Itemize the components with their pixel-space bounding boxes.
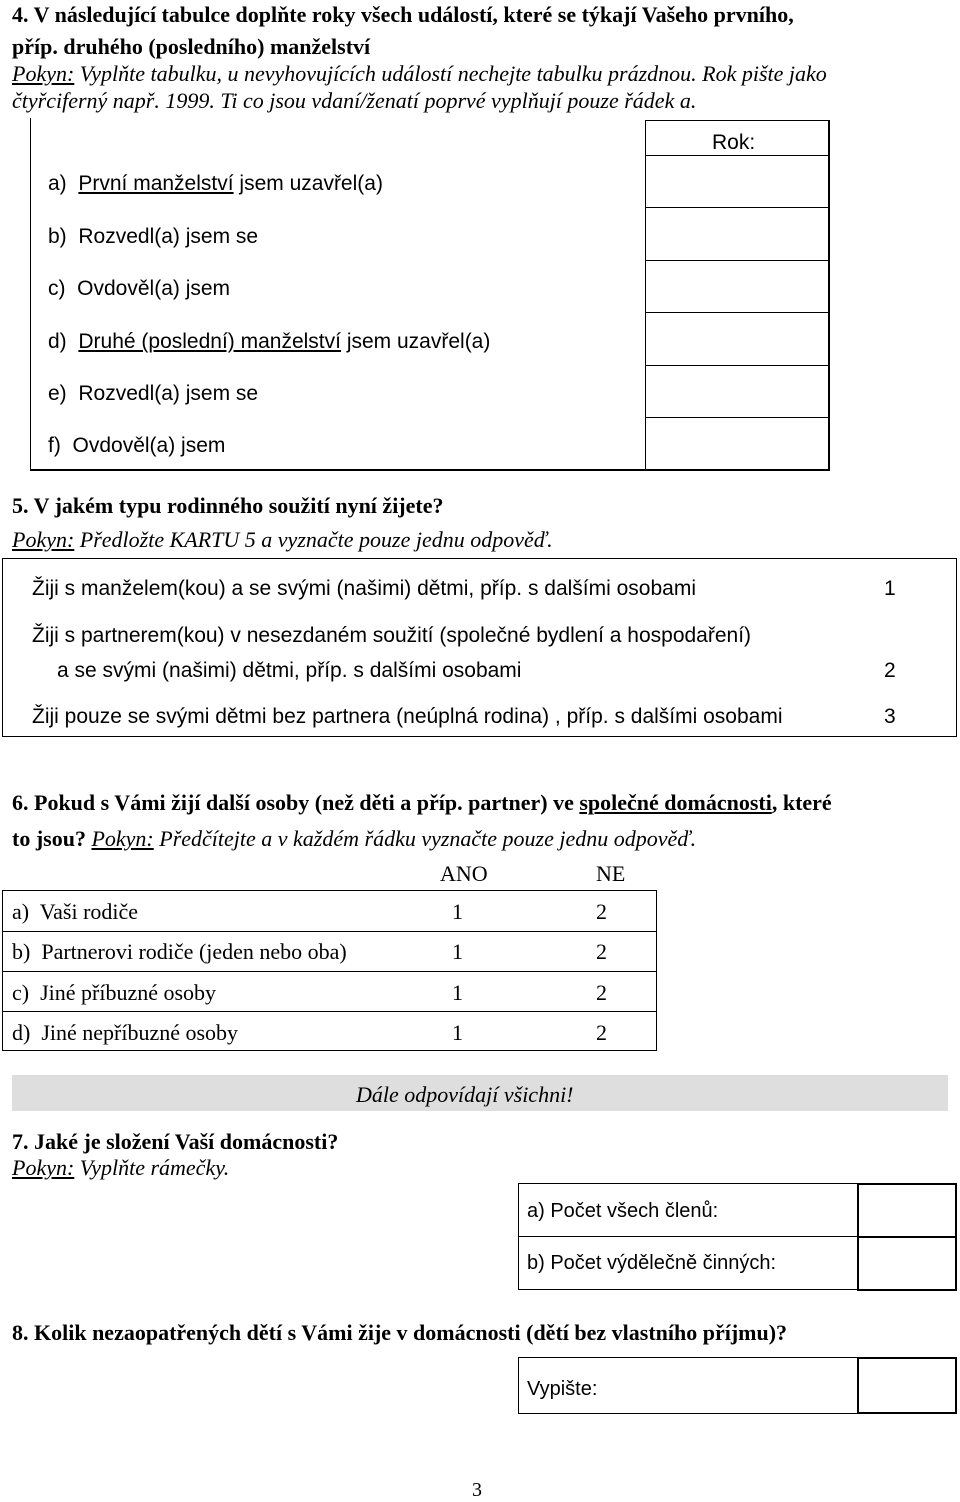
q5-title: 5. V jakém typu rodinného soužití nyní žijete? (12, 493, 444, 518)
q6-row-b-yes[interactable]: 1 (452, 939, 463, 964)
q4-row-f (48, 433, 225, 459)
q6-row-c-yes[interactable]: 1 (452, 980, 463, 1005)
q6-row-b (12, 939, 347, 965)
q6-row-letter: b) (12, 939, 31, 964)
q5-option-2-code[interactable]: 2 (884, 659, 896, 682)
q6-title-line2 (12, 826, 696, 852)
q6-row-label: Jiné nepříbuzné osoby (41, 1020, 239, 1045)
q6-row-d-no[interactable]: 2 (596, 1020, 607, 1045)
q6-row-a-yes[interactable]: 1 (452, 899, 463, 924)
q7-row-a-label: a) Počet všech členů: (527, 1200, 719, 1222)
q7-instruction-label: Pokyn: (12, 1155, 75, 1180)
q4-instruction-text: Vyplňte tabulku, u nevyhovujících událostí nechejte tabulku prázdnou. Rok pište jako (74, 61, 827, 86)
q4-year-cell-a[interactable] (646, 156, 828, 207)
q7-instruction-text: Vyplňte rámečky. (74, 1155, 230, 1180)
q6-row-letter: c) (12, 980, 30, 1005)
q4-year-cell-e[interactable] (646, 366, 828, 417)
q4-row-underlined: Druhé (poslední) manželství (78, 330, 341, 353)
q8-write-label: Vypište: (527, 1378, 598, 1400)
q5-option-2-line1[interactable]: Žiji s partnerem(kou) v nesezdaném soužití (společné bydlení a hospodaření) (32, 624, 752, 647)
banner-text: Dále odpovídají všichni! (356, 1082, 574, 1107)
q5-instruction-text: Předložte KARTU 5 a vyznačte pouze jednu odpověď. (74, 527, 553, 552)
q4-year-header: Rok: (712, 131, 756, 154)
q6-instruction-text: Předčítejte a v každém řádku vyznačte pouze jednu odpověď. (153, 826, 697, 851)
q6-instruction-label: Pokyn: (91, 826, 154, 851)
q6-title-line1 (12, 790, 832, 816)
q4-row-text: jsem uzavřel(a) (340, 330, 491, 353)
q5-instruction-label: Pokyn: (12, 527, 75, 552)
q6-title-underlined: společné domácnosti (579, 790, 772, 815)
q4-row-text: Ovdověl(a) jsem (72, 434, 226, 457)
q4-instruction-line1 (12, 61, 827, 87)
q4-instruction-line2: čtyřciferný např. 1999. Ti co jsou vdaní/ženatí poprvé vyplňují pouze řádek a. (12, 88, 697, 113)
q5-option-3[interactable]: Žiji pouze se svými dětmi bez partnera (neúplná rodina) , příp. s dalšími osobami (32, 705, 783, 728)
q6-row-letter: d) (12, 1020, 31, 1045)
q5-option-2-line2[interactable]: a se svými (našimi) dětmi, příp. s dalšími osobami (57, 659, 522, 682)
q5-instruction (12, 527, 553, 553)
q6-col-no: NE (596, 861, 626, 886)
q6-row-c (12, 980, 216, 1006)
q4-row-e (48, 381, 258, 407)
q6-title-text-end: , které (771, 790, 832, 815)
q8-title: 8. Kolik nezaopatřených dětí s Vámi žije v domácnosti (dětí bez vlastního příjmu)? (12, 1320, 788, 1345)
q5-option-1-code[interactable]: 1 (884, 577, 896, 600)
q5-option-3-code[interactable]: 3 (884, 705, 896, 728)
q4-instruction-label: Pokyn: (12, 61, 75, 86)
q4-row-letter: d) (48, 330, 67, 353)
q4-row-letter: e) (48, 382, 67, 405)
q5-option-1[interactable]: Žiji s manželem(kou) a se svými (našimi) dětmi, příp. s dalšími osobami (32, 577, 697, 600)
q4-title-line1: 4. V následující tabulce doplňte roky všech událostí, které se týkají Vašeho prvního, (12, 2, 794, 27)
q4-row-letter: b) (48, 225, 67, 248)
q6-row-d (12, 1020, 238, 1046)
q4-title-line2: příp. druhého (posledního) manželství (12, 34, 371, 59)
q4-year-cell-b[interactable] (646, 208, 828, 260)
q6-row-c-no[interactable]: 2 (596, 980, 607, 1005)
q7-row-b-label: b) Počet výdělečně činných: (527, 1252, 777, 1274)
q6-row-d-yes[interactable]: 1 (452, 1020, 463, 1045)
q7-instruction (12, 1155, 229, 1181)
q4-row-underlined: První manželství (78, 172, 234, 195)
q4-row-d (48, 329, 490, 355)
q4-year-cell-d[interactable] (646, 313, 828, 365)
q4-row-text: Ovdověl(a) jsem (77, 277, 231, 300)
q6-row-a-no[interactable]: 2 (596, 899, 607, 924)
q4-row-a (48, 171, 383, 197)
q6-row-label: Vaši rodiče (39, 899, 139, 924)
q7-count-employed-input[interactable] (857, 1236, 957, 1291)
q6-row-label: Partnerovi rodiče (jeden nebo oba) (41, 939, 347, 964)
q4-year-cell-f[interactable] (646, 418, 828, 469)
q7-title: 7. Jaké je složení Vaší domácnosti? (12, 1129, 339, 1154)
q6-row-a (12, 899, 138, 925)
q4-row-letter: a) (48, 172, 67, 195)
q4-row-letter: c) (48, 277, 66, 300)
q4-row-text: jsem uzavřel(a) (233, 172, 383, 195)
q7-count-all-input[interactable] (857, 1183, 957, 1238)
q4-row-c (48, 276, 230, 302)
q4-row-b (48, 224, 258, 250)
q6-title-text: 6. Pokud s Vámi žijí další osoby (než děti a příp. partner) ve (12, 790, 580, 815)
q4-row-text: Rozvedl(a) jsem se (78, 225, 259, 248)
q6-row-b-no[interactable]: 2 (596, 939, 607, 964)
page-number: 3 (472, 1479, 482, 1501)
q6-title-question: to jsou? (12, 826, 86, 851)
q6-col-yes: ANO (440, 861, 488, 886)
q6-row-label: Jiné příbuzné osoby (40, 980, 217, 1005)
q8-children-input[interactable] (857, 1357, 957, 1414)
q4-row-letter: f) (48, 434, 61, 457)
q6-row-letter: a) (12, 899, 30, 924)
q4-year-cell-c[interactable] (646, 261, 828, 312)
q4-row-text: Rozvedl(a) jsem se (78, 382, 259, 405)
